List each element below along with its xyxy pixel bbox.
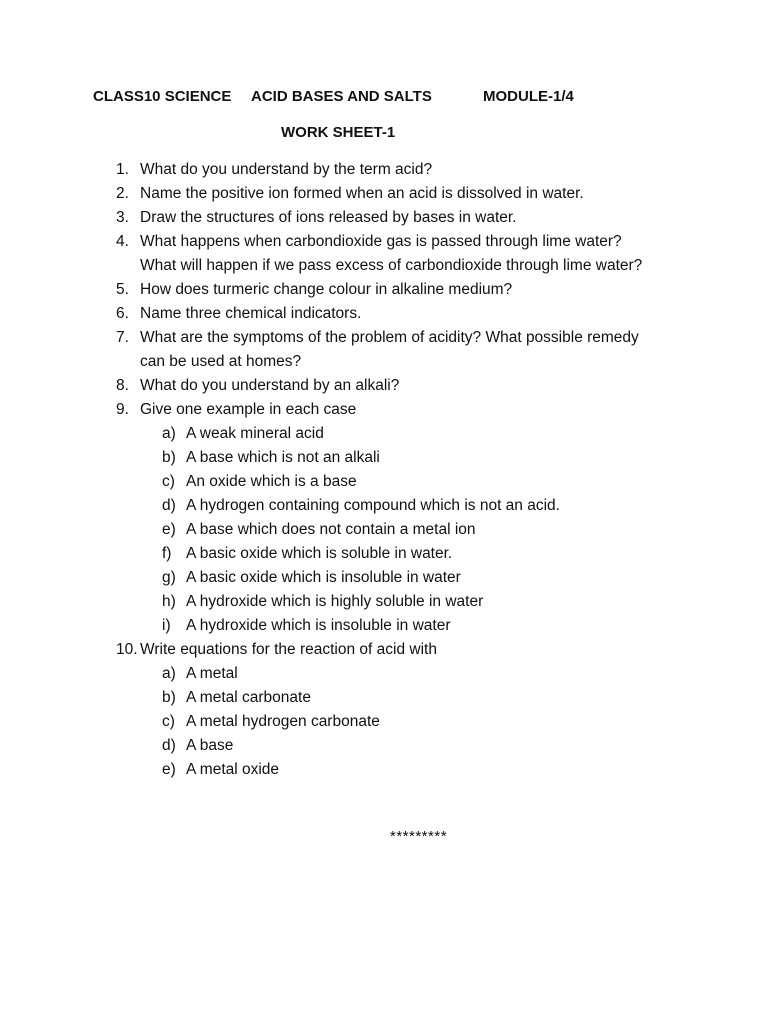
sub-question-text: A metal [186,665,238,682]
question-item [0,206,660,230]
worksheet-header [0,88,768,110]
sub-question-letter: c) [162,473,175,490]
sub-question-letter: i) [162,617,171,634]
sub-question-letter: d) [162,737,176,754]
sub-question-item [0,710,660,734]
question-text: Give one example in each case [140,401,357,418]
sub-question-item [0,470,660,494]
sub-question-item [0,566,660,590]
sub-question-text: An oxide which is a base [186,473,357,490]
sub-question-text: A metal oxide [186,761,280,778]
sub-question-item [0,518,660,542]
sub-question-text: A basic oxide which is insoluble in water [186,569,461,586]
sub-question-letter: c) [162,713,175,730]
sub-question-text: A hydroxide which is insoluble in water [186,617,451,634]
question-item [0,374,660,398]
question-item [0,230,660,278]
worksheet-title: WORK SHEET-1 [281,124,396,141]
question-number: 3. [116,209,129,226]
sub-question-item [0,494,660,518]
sub-question-text: A basic oxide which is soluble in water. [186,545,453,562]
question-text: Write equations for the reaction of acid with [140,641,437,658]
sub-question-letter: f) [162,545,172,562]
sub-question-text: A hydrogen containing compound which is not an acid. [186,497,560,514]
sub-question-item [0,758,660,782]
question-text: What do you understand by an alkali? [140,377,400,394]
question-number: 2. [116,185,129,202]
sub-question-text: A base [186,737,234,754]
question-list [0,158,768,782]
sub-question-item [0,422,660,446]
question-item [0,158,660,182]
sub-question-letter: a) [162,665,176,682]
question-text: Name three chemical indicators. [140,305,362,322]
sub-question-item [0,542,660,566]
question-number: 5. [116,281,129,298]
question-number: 6. [116,305,129,322]
question-item [0,398,660,638]
sub-question-letter: b) [162,449,176,466]
sub-question-item [0,614,660,638]
question-text: How does turmeric change colour in alkaline medium? [140,281,513,298]
sub-question-letter: h) [162,593,176,610]
sub-question-item [0,686,660,710]
sub-question-text: A metal carbonate [186,689,311,706]
question-item [0,638,660,782]
question-item [0,278,660,302]
question-text: Name the positive ion formed when an acid is dissolved in water. [140,185,584,202]
sub-question-text: A base which is not an alkali [186,449,380,466]
sub-question-item [0,662,660,686]
class-label: CLASS10 SCIENCE [93,88,232,105]
question-number: 1. [116,161,129,178]
sub-question-letter: a) [162,425,176,442]
sub-question-text: A weak mineral acid [186,425,324,442]
question-item [0,302,660,326]
question-text: What happens when carbondioxide gas is passed through lime water? What will happen if we pass excess of carbondioxide through lime water? [140,233,643,274]
sub-question-letter: e) [162,761,176,778]
sub-question-item [0,446,660,470]
sub-question-letter: e) [162,521,176,538]
question-text: What do you understand by the term acid? [140,161,433,178]
question-number: 9. [116,401,129,418]
question-number: 7. [116,329,129,346]
question-number: 10. [116,641,138,658]
question-text: Draw the structures of ions released by bases in water. [140,209,517,226]
sub-question-text: A base which does not contain a metal ion [186,521,476,538]
sub-question-letter: g) [162,569,176,586]
sub-question-letter: b) [162,689,176,706]
sub-question-item [0,590,660,614]
question-number: 8. [116,377,129,394]
sub-question-text: A hydroxide which is highly soluble in water [186,593,484,610]
topic-label: ACID BASES AND SALTS [251,88,432,105]
question-number: 4. [116,233,129,250]
question-item [0,182,660,206]
question-item [0,326,660,374]
module-label: MODULE-1/4 [483,88,574,105]
question-text: What are the symptoms of the problem of acidity? What possible remedy can be used at homes? [140,329,639,370]
end-marker: ********* [390,828,448,845]
sub-question-list [140,422,660,638]
sub-question-letter: d) [162,497,176,514]
sub-question-list [140,662,660,782]
sub-question-text: A metal hydrogen carbonate [186,713,380,730]
sub-question-item [0,734,660,758]
